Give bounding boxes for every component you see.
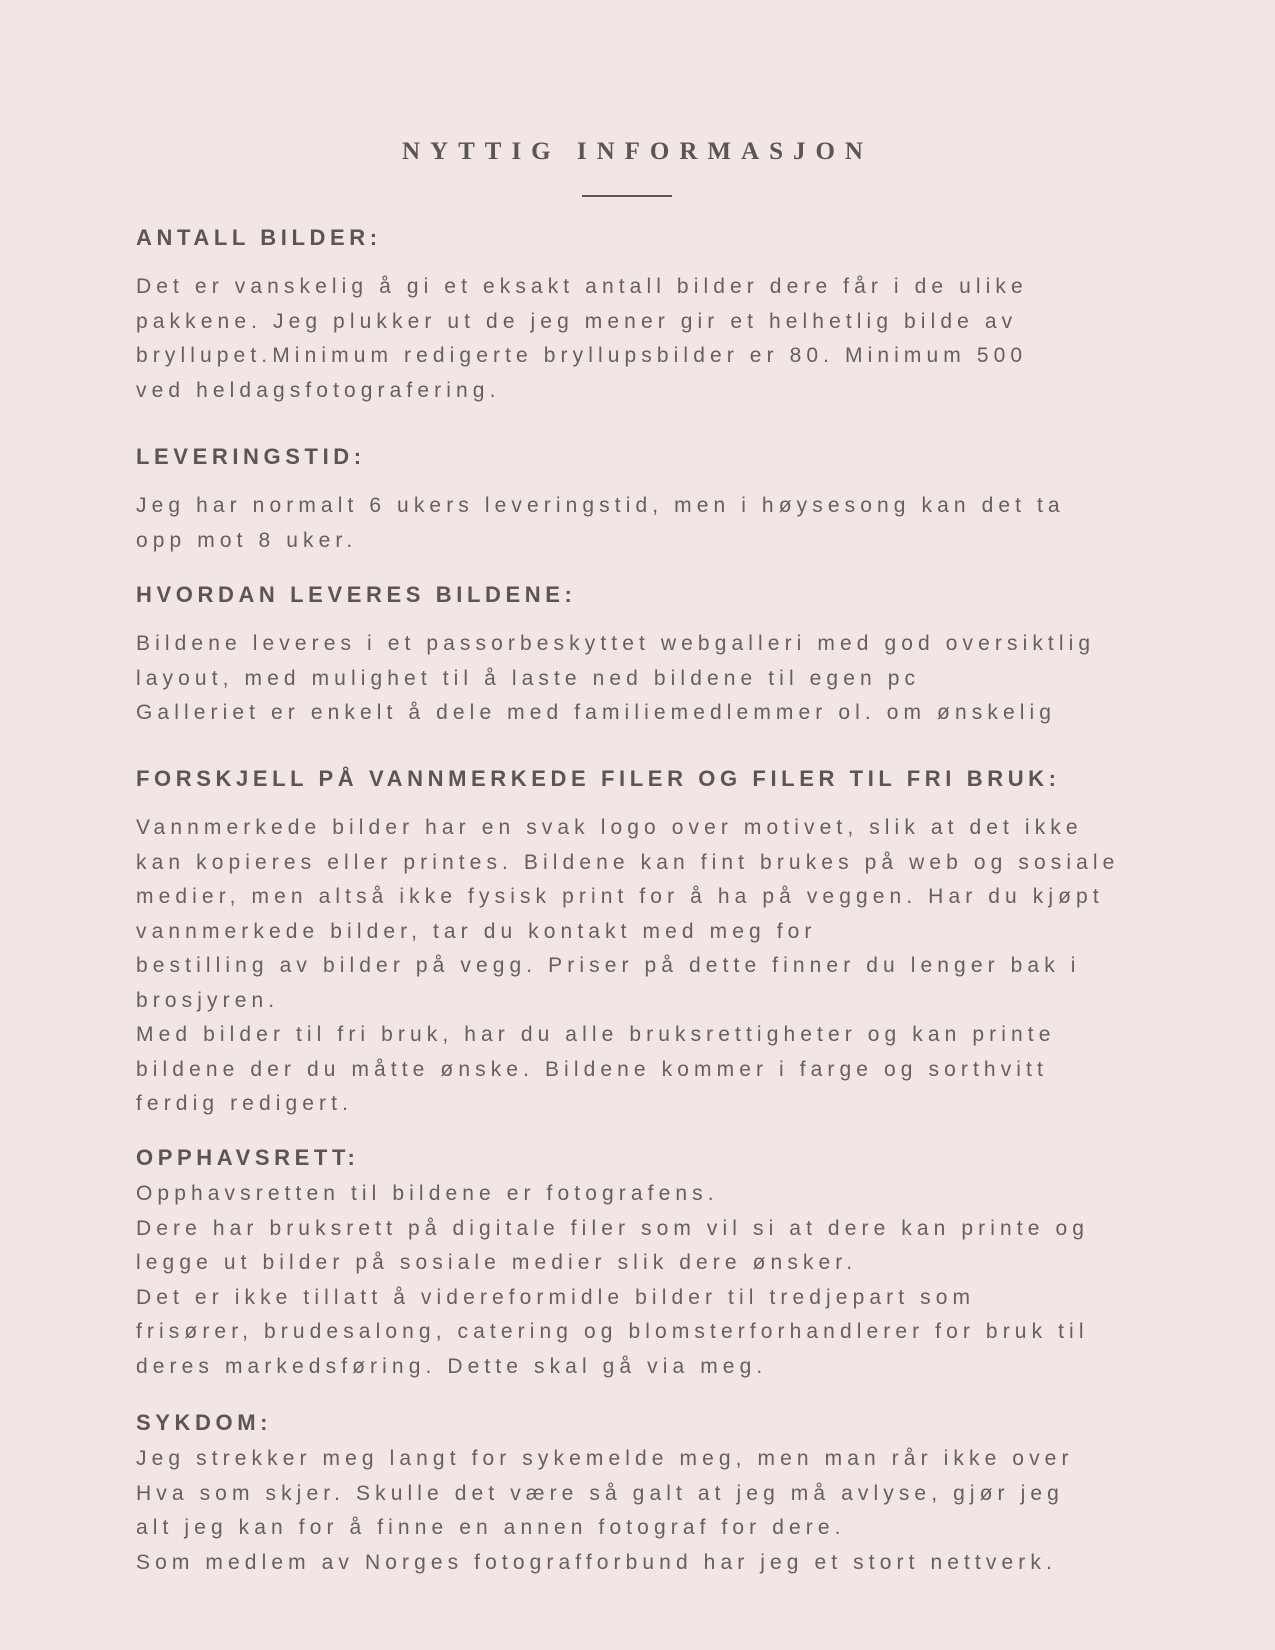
text-line: Opphavsretten til bildene er fotografens. <box>136 1182 719 1205</box>
text-line: ferdig redigert. <box>136 1092 354 1115</box>
section-body <box>136 1442 1256 1580</box>
text-line: bestilling av bilder på vegg. Priser på dette finner du lenger bak i <box>136 954 1081 977</box>
text-line: Galleriet er enkelt å dele med familiemedlemmer ol. om ønskelig <box>136 701 1057 724</box>
text-line: opp mot 8 uker. <box>136 528 358 552</box>
text-line: Som medlem av Norges fotografforbund har jeg et stort nettverk. <box>136 1550 1057 1574</box>
text-line: Dere har bruksrett på digitale filer som vil si at dere kan printe og <box>136 1216 1090 1240</box>
section-body <box>136 270 1256 408</box>
text-line: Bildene leveres i et passorbeskyttet webgalleri med god oversiktlig <box>136 632 1096 655</box>
section-heading: LEVERINGSTID: <box>136 444 366 469</box>
section-heading: HVORDAN LEVERES BILDENE: <box>136 582 577 607</box>
section-antall-bilder <box>136 225 1256 408</box>
text-line: bildene der du måtte ønske. Bildene kommer i farge og sorthvitt <box>136 1057 1048 1081</box>
text-line: frisører, brudesalong, catering og blomsterforhandlerer for bruk til <box>136 1320 1089 1343</box>
page-title: NYTTIG INFORMASJON <box>402 138 873 165</box>
text-line: Med bilder til fri bruk, har du alle bruksrettigheter og kan printe <box>136 1023 1056 1046</box>
text-line: Hva som skjer. Skulle det være så galt at jeg må avlyse, gjør jeg <box>136 1481 1064 1505</box>
section-heading: SYKDOM: <box>136 1410 273 1435</box>
section-heading: FORSKJELL PÅ VANNMERKEDE FILER OG FILER TIL FRI BRUK: <box>136 766 1061 791</box>
text-line: vannmerkede bilder, tar du kontakt med meg for <box>136 919 817 943</box>
text-line: Det er ikke tillatt å videreformidle bilder til tredjepart som <box>136 1285 976 1309</box>
text-line: Vannmerkede bilder har en svak logo over motivet, slik at det ikke <box>136 816 1083 839</box>
title-divider <box>582 195 672 197</box>
text-line: Jeg har normalt 6 ukers leveringstid, men i høysesong kan det ta <box>136 494 1065 517</box>
section-body <box>136 627 1256 731</box>
section-body <box>136 489 1256 558</box>
text-line: medier, men altså ikke fysisk print for å ha på veggen. Har du kjøpt <box>136 885 1104 908</box>
text-line: pakkene. Jeg plukker ut de jeg mener gir et helhetlig bilde av <box>136 309 1018 333</box>
text-line: brosjyren. <box>136 988 280 1012</box>
section-opphavsrett <box>136 1145 1256 1384</box>
section-leveringstid <box>136 444 1256 558</box>
text-line: layout, med mulighet til å laste ned bildene til egen pc <box>136 666 921 690</box>
text-line: kan kopieres eller printes. Bildene kan fint brukes på web og sosiale <box>136 850 1120 874</box>
section-sykdom <box>136 1410 1256 1580</box>
text-line: deres markedsføring. Dette skal gå via meg. <box>136 1354 768 1378</box>
section-body <box>136 1177 1256 1384</box>
text-line: Jeg strekker meg langt for sykemelde meg, men man rår ikke over <box>136 1447 1074 1470</box>
text-line: bryllupet.Minimum redigerte bryllupsbilder er 80. Minimum 500 <box>136 344 1028 367</box>
text-line: legge ut bilder på sosiale medier slik dere ønsker. <box>136 1251 858 1274</box>
section-forskjell-filer <box>136 766 1256 1122</box>
text-line: Det er vanskelig å gi et eksakt antall bilder dere får i de ulike <box>136 275 1028 298</box>
section-heading: ANTALL BILDER: <box>136 225 382 250</box>
text-line: alt jeg kan for å finne en annen fotograf for dere. <box>136 1516 846 1539</box>
section-hvordan-leveres <box>136 582 1256 731</box>
section-heading: OPPHAVSRETT: <box>136 1145 360 1170</box>
section-body <box>136 811 1256 1122</box>
text-line: ved heldagsfotografering. <box>136 378 501 402</box>
